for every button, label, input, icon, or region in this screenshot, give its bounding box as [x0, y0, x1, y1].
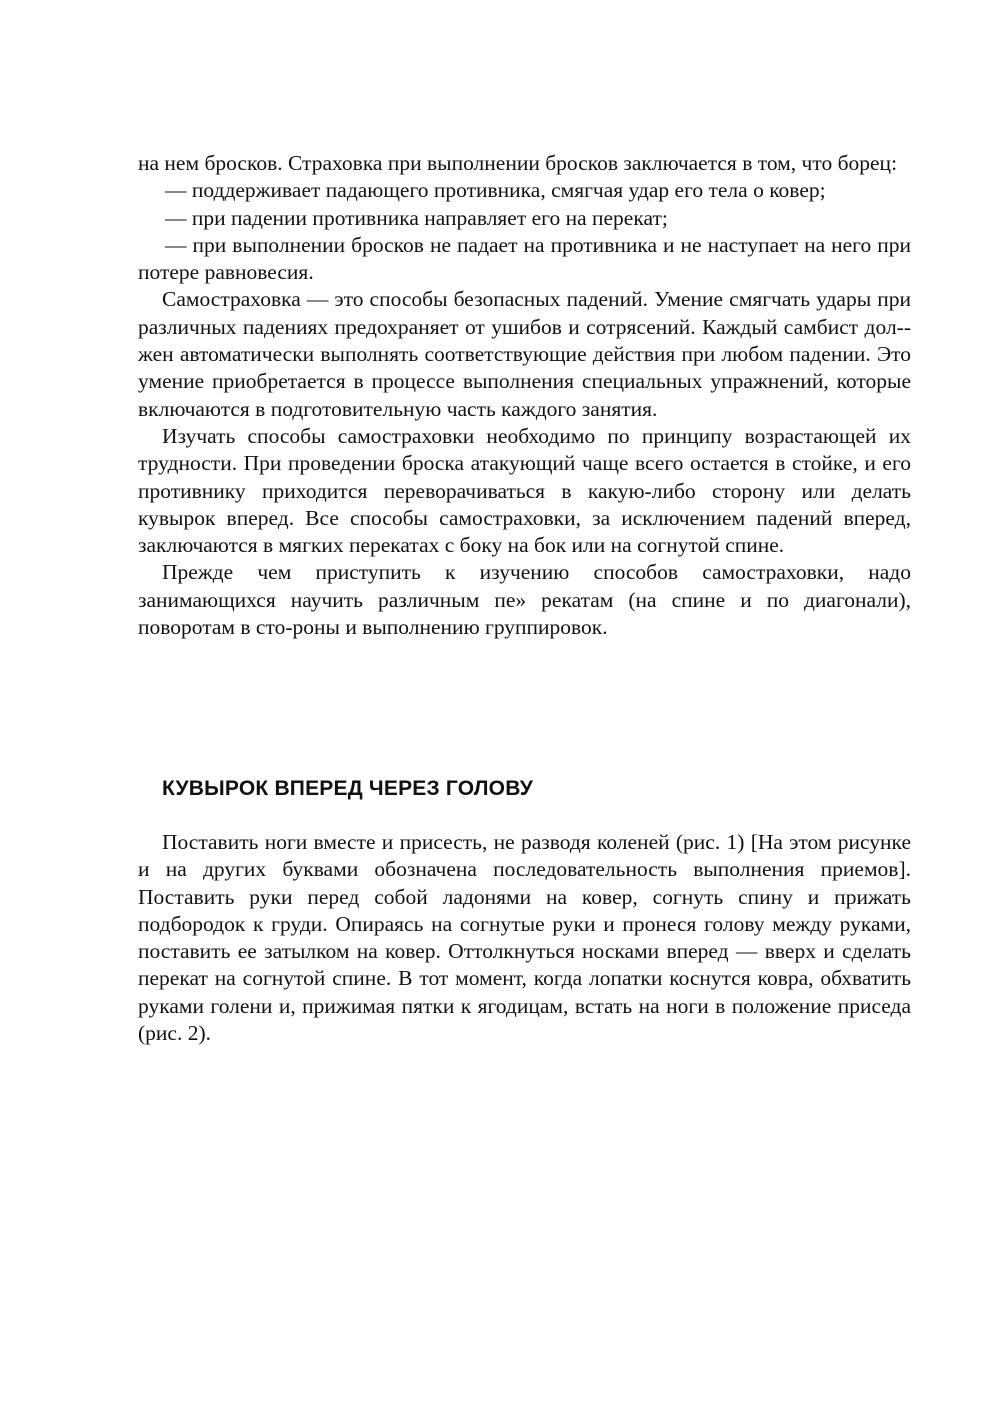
- list-item-direct-to-roll: — при падении противника направляет его на перекат;: [165, 205, 668, 230]
- paragraph-forward-roll-instructions: Поставить ноги вместе и присесть, не разводя коленей (рис. 1) [На этом рисунке и на других буквами обозначена последовательность выполнения приемов]. Поставить руки перед собой ладонями на ковер, согнуть спину и прижать подбородок к груди. Опираясь на согнутые руки и пронеся голову между руками, поставить ее затылком на ковер. Оттолкнуться носками вперед — вверх и сделать перекат на согнутой спине. В тот момент, когда лопатки коснутся ковра, обхватить руками голени и, прижимая пятки к ягодицам, встать на ноги в положение приседа (рис. 2).: [138, 830, 911, 1046]
- intro-text-block: [138, 150, 911, 641]
- paragraph-preparation: Прежде чем приступить к изучению способов самостраховки, надо занимающихся научить различным пе» рекатам (на спине и по диагонали), поворотам в сто-роны и выполнению группировок.: [138, 560, 911, 640]
- section-text-block: [138, 829, 911, 1047]
- section-heading: КУВЫРОК ВПЕРЕД ЧЕРЕЗ ГОЛОВУ: [162, 777, 534, 800]
- paragraph-self-insurance-definition: Самостраховка — это способы безопасных падений. Умение смягчать удары при различных падениях предохраняет от ушибов и сотрясений. Каждый самбист дол--жен автоматически выполнять соответствующие действия при любом падении. Это умение приобретается в процессе выполнения специальных упражнений, которые включаются в подготовительную часть каждого занятия.: [138, 287, 911, 421]
- list-item-do-not-fall-on-opponent: — при выполнении бросков не падает на противника и не наступает на него при потере равновесия.: [138, 232, 911, 285]
- paragraph-study-order: Изучать способы самостраховки необходимо по принципу возрастающей их трудности. При проведении броска атакующий чаще всего остается в стойке, и его противнику приходится переворачиваться в какую-либо сторону или делать кувырок вперед. Все способы самостраховки, за исключением падений вперед, заключаются в мягких перекатах с боку на бок или на согнутой спине.: [138, 423, 911, 558]
- paragraph-insurance-intro: на нем бросков. Страховка при выполнении бросков заключается в том, что борец:: [138, 151, 898, 175]
- list-item-support-opponent: — поддерживает падающего противника, смягчая удар его тела о ковер;: [165, 178, 826, 203]
